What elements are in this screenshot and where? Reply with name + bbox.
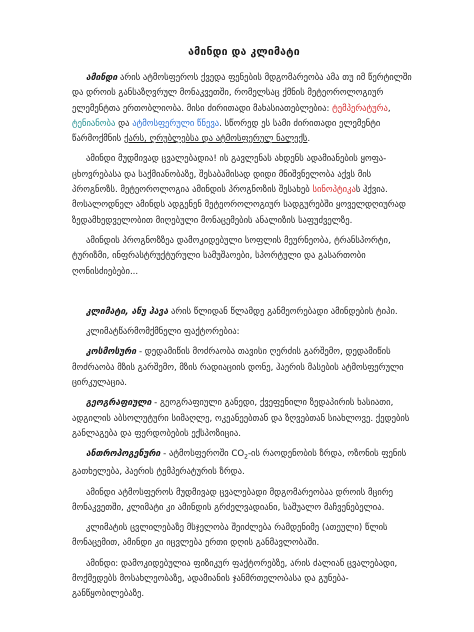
forecast-dependency-paragraph: ამინდის პროგნოზზეა დამოკიდებული სოფლის მეურნეობა, ტრანსპორტი, ტურიზმი, ინფრასტრუქტურული სამუშაოები, სპორტული და გასართობი ღონისძიებები... [72, 235, 391, 277]
pressure-term: ატმოსფერული წნევა [132, 118, 220, 129]
climate-term: კლიმატი, ანუ ჰავა [86, 306, 169, 317]
underlined-phrase: ქარს, ღრუბლებსა და ატმოსფერულ ნალექს [123, 134, 308, 145]
temperature-term: ტემპერატურა [332, 103, 388, 114]
factor-text: - ატმოსფეროში CO [160, 449, 245, 460]
factor-cosmic [72, 345, 416, 391]
text-run: ს ჰქვია. მოსალოდნელ ამინდს ადგენენ მეტეოროლოგიურ სადგურებში ყოველდღიურად ზედამხედველობით მიღებული მონაცემების ანალიზის საფუძველზე. [72, 185, 406, 226]
factor-text: - დედამიწის მოძრაობა თავისი ღერძის გარშემო, დედამიწის მოძრაობა მზის გარშემო, მზის რადიაციის დონე, ჰაერის მასების ატმოსფერული ცირკულაცია. [72, 347, 404, 389]
text-run: . [307, 134, 311, 145]
climate-change-paragraph: კლიმატის ცვლილებაზე მსჯელობა შეიძლება რამდენიმე (ათეული) წლის მონაცემით, ამინდი კი იცვლება ერთი დღის განმავლობაში. [72, 523, 388, 549]
factor-term: ანთროპოგენური [86, 449, 161, 460]
factor-text: - გეოგრაფიული განედი, ქვეფენილი ზედაპირის ხასიათი, ადგილის აბსოლუტური სიმაღლე, ოკეანეებთან და ზღვებთან სიახლოვე. ქედების განლაგება და ფერდობების ექსპოზიცია. [72, 398, 410, 439]
weather-term: ამინდი [86, 73, 118, 83]
factor-anthropogenic [72, 447, 416, 480]
subscript: 2 [244, 453, 248, 461]
text-run: , [387, 103, 391, 114]
weather-definition-paragraph [72, 71, 416, 147]
section-gap [72, 285, 416, 305]
climate-definition-paragraph [72, 305, 416, 320]
weather-vs-climate-paragraph: ამინდი ატმოსფეროს მუდმივად ცვალებადი მდგომარეობაა დროის მცირე მონაკვეთში, კლიმატი კი ამინდის გრძელვადიანი, საშუალო მაჩვენებელია. [72, 487, 394, 513]
page-title: ამინდი და კლიმატი [188, 46, 300, 58]
text-run: არის ატმოსფეროს ქვედა ფენების მდგომარეობა ამა თუ იმ წერტილში და დროის განსაზღვრულ მონაკვეთში, რომელსაც ქმნის მეტეოროლოგიურ ელემენტთა ერთობლიობა. მისი ძირითადი მახასიათებლებია: [72, 73, 412, 114]
text-run: არის წლიდან წლამდე განმეორებადი ამინდების ტიპი. [168, 306, 398, 317]
humidity-term: ტენიანობა [72, 118, 116, 129]
factor-term: გეოგრაფიული [86, 398, 152, 409]
factor-term: კოსმოსური [86, 347, 137, 358]
weather-summary-paragraph: ამინდი: დამოკიდებულია ფიზიკურ ფაქტორებზე, არის ძალიან ცვალებადი, მოქმედებს მოსახლეობაზე, ადამიანის ჯანმრთელობასა და გუნება-განწყობილებაზე. [72, 558, 398, 600]
forecast-paragraph [72, 152, 416, 228]
factor-text: -ის რაოდენობის ზრდა, ოზონის ფენის გათხელება, ჰაერის ტემპერატურის ზრდა. [72, 449, 407, 478]
text-run: ამინდი მუდმივად ცვალებადია! ის გავლენას ახდენს ადამიანების ყოფა-ცხოვრებასა და საქმიანობაზე, შესაბამისად დიდი მნიშვნელობა აქვს მის პროგნოზს. მეტეოროლოგია ამინდის პროგნოზის შესახებ [72, 154, 387, 196]
text-run: და [115, 118, 133, 129]
synoptics-term: სინოპტიკა [312, 185, 356, 196]
factor-geographic [72, 396, 416, 442]
text-run: . სწორედ ეს სამი ძირითადი ელემენტი წარმოქმნის [72, 118, 381, 145]
factors-heading: კლიმატწარმომქმნელი ფაქტორებია: [86, 327, 240, 338]
